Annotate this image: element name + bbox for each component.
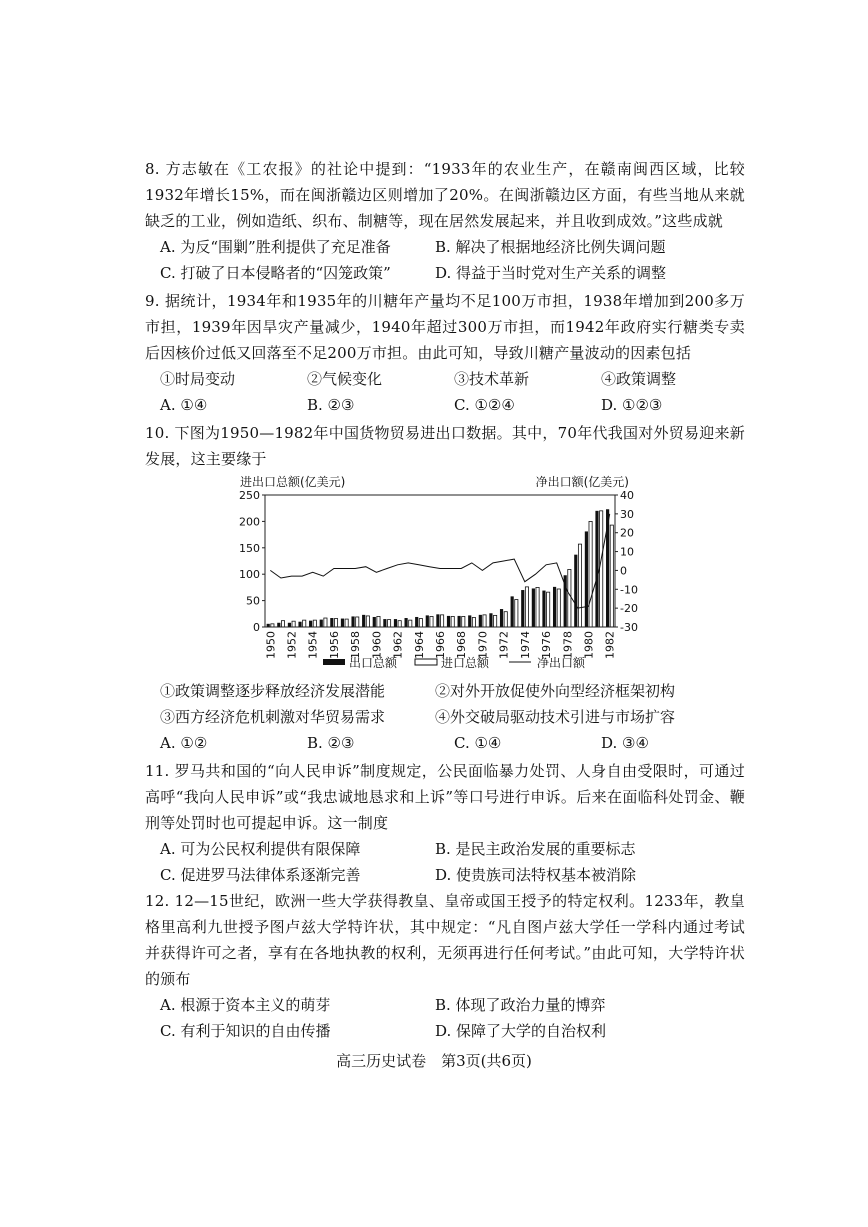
question-10-choices <box>160 678 750 756</box>
import-bar <box>610 525 613 627</box>
x-tick-label: 1980 <box>582 631 596 659</box>
export-bar <box>574 555 577 627</box>
import-bar <box>536 587 539 627</box>
export-bar <box>458 616 461 627</box>
import-bar <box>451 616 454 627</box>
export-bar <box>405 618 408 627</box>
import-bar <box>366 616 369 627</box>
import-bar <box>568 569 571 627</box>
option-d: D. ③④ <box>601 734 649 752</box>
import-bar <box>494 615 497 627</box>
export-bar <box>511 596 514 627</box>
export-bar <box>542 591 545 627</box>
export-bar <box>383 619 386 627</box>
x-tick-label: 1982 <box>603 631 617 659</box>
option-a: A. 为反“围剿”胜利提供了充足准备 <box>160 238 391 256</box>
question-10-stem: 10. 下图为1950—1982年中国货物贸易进出口数据。其中，70年代我国对外贸易迎来新发展，这主要缘于 <box>145 424 745 468</box>
export-bar <box>436 614 439 627</box>
left-tick-label: 200 <box>239 515 260 529</box>
import-bar <box>409 620 412 627</box>
export-bar <box>426 615 429 627</box>
question-12-stem: 12. 12—15世纪，欧洲一些大学获得教皇、皇帝或国王授予的特定权利。1233年，教皇格里高利九世授予图卢兹大学特许状，其中规定：“凡自图卢兹大学任一学科内通过考试并获得许可之者，享有在各地执教的权利，无须再进行任何考试。”由此可知，大学特许状的颁布 <box>145 892 745 988</box>
export-bar <box>309 621 312 627</box>
x-tick-label: 1970 <box>476 631 490 659</box>
import-bar <box>600 511 603 627</box>
item-4: ④外交破局驱动技术引进与市场扩容 <box>435 708 676 726</box>
import-bar <box>441 615 444 627</box>
import-bar <box>578 544 581 627</box>
option-b: B. 是民主政治发展的重要标志 <box>435 840 636 858</box>
legend-import-label: 进口总额 <box>441 656 490 670</box>
legend-export-swatch <box>323 659 345 665</box>
export-bar <box>489 613 492 627</box>
right-tick-label: -10 <box>620 583 638 597</box>
plot-frame <box>265 495 615 627</box>
import-bar <box>356 617 359 627</box>
import-bar <box>387 620 390 627</box>
export-bar <box>341 619 344 627</box>
option-b: B. ②③ <box>307 734 355 752</box>
question-8-stem: 8. 方志敏在《工农报》的社论中提到：“1933年的农业生产，在赣南闽西区域，比较1932年增长15%，而在闽浙赣边区则增加了20%。在闽浙赣边区方面，有些当地从来就缺乏的工业，例如造纸、织布、制糖等，现在居然发展起来，并且收到成效。”这些成就 <box>145 160 745 230</box>
export-bar <box>320 620 323 627</box>
option-b: B. 体现了政治力量的博弈 <box>435 996 606 1014</box>
option-c: C. 打破了日本侵略者的“囚笼政策” <box>160 264 391 282</box>
right-tick-label: 30 <box>620 507 634 521</box>
option-d: D. 得益于当时党对生产关系的调整 <box>435 264 667 282</box>
x-tick-label: 1958 <box>349 631 363 659</box>
import-bar <box>313 620 316 627</box>
x-tick-label: 1960 <box>370 631 384 659</box>
option-a: A. ①④ <box>160 396 208 414</box>
right-tick-label: -30 <box>620 621 638 634</box>
export-bar <box>553 587 556 627</box>
x-tick-label: 1972 <box>497 631 511 659</box>
import-bar <box>472 617 475 627</box>
export-bar <box>351 616 354 627</box>
left-axis-label: 进出口总额(亿美元) <box>240 475 346 489</box>
option-d: D. 使贵族司法特权基本被消除 <box>435 866 637 884</box>
import-bar <box>377 616 380 627</box>
left-tick-label: 100 <box>239 568 260 582</box>
x-tick-label: 1962 <box>391 631 405 659</box>
option-c: C. 促进罗马法律体系逐渐完善 <box>160 866 361 884</box>
question-8 <box>145 156 745 234</box>
option-c: C. ①②④ <box>454 396 515 414</box>
x-tick-label: 1976 <box>540 631 554 659</box>
import-bar <box>557 589 560 627</box>
x-tick-label: 1964 <box>412 631 426 659</box>
export-bar <box>532 588 535 627</box>
right-tick-label: 20 <box>620 526 634 540</box>
question-10 <box>145 420 745 472</box>
import-bar <box>334 619 337 627</box>
export-bar <box>277 623 280 627</box>
export-bar <box>585 531 588 627</box>
x-tick-label: 1954 <box>306 631 320 659</box>
import-bar <box>303 620 306 627</box>
question-8-options <box>160 234 750 286</box>
item-3: ③技术革新 <box>454 370 530 388</box>
option-b: B. ②③ <box>307 396 355 414</box>
import-bar <box>419 619 422 627</box>
x-tick-label: 1968 <box>455 631 469 659</box>
legend-net-label: 净出口额 <box>537 656 586 670</box>
export-bar <box>298 622 301 627</box>
question-9-stem: 9. 据统计，1934年和1935年的川糖年产量均不足100万市担，1938年增加到200多万市担，1939年因旱灾产量减少，1940年超过300万市担，而1942年政府实行糖类专卖后因核价过低又回落至不足200万市担。由此可知，导致川糖产量波动的因素包括 <box>145 292 745 362</box>
right-tick-label: 0 <box>620 564 627 578</box>
import-bar <box>504 612 507 627</box>
left-tick-label: 150 <box>239 541 260 555</box>
trade-chart <box>225 468 650 678</box>
x-tick-label: 1978 <box>561 631 575 659</box>
item-3: ③西方经济危机刺激对华贸易需求 <box>160 708 386 726</box>
export-bar <box>468 615 471 627</box>
right-tick-label: 40 <box>620 489 634 502</box>
export-bar <box>394 619 397 627</box>
export-bar <box>330 618 333 627</box>
export-bar <box>521 590 524 627</box>
item-1: ①时局变动 <box>160 370 236 388</box>
import-bar <box>525 587 528 627</box>
option-a: A. ①② <box>160 734 208 752</box>
export-bar <box>373 617 376 627</box>
option-c: C. ①④ <box>454 734 502 752</box>
legend-export-label: 出口总额 <box>349 656 398 670</box>
option-d: D. ①②③ <box>601 396 663 414</box>
question-11-stem: 11. 罗马共和国的“向人民申诉”制度规定，公民面临暴力处罚、人身自由受限时，可通过高呼“我向人民申诉”或“我忠诚地恳求和上诉”等口号进行申诉。后来在面临科处罚金、鞭刑等处罚时也可提起申诉。这一制度 <box>145 762 745 832</box>
export-bar <box>362 615 365 627</box>
export-bar <box>447 616 450 627</box>
x-tick-label: 1950 <box>264 631 278 659</box>
item-1: ①政策调整逐步释放经济发展潜能 <box>160 682 386 700</box>
export-bar <box>595 511 598 627</box>
import-bar <box>483 615 486 627</box>
import-bar <box>462 616 465 627</box>
right-tick-label: 10 <box>620 545 634 559</box>
question-12-options <box>160 992 750 1044</box>
x-tick-label: 1966 <box>434 631 447 659</box>
import-bar <box>292 621 295 627</box>
left-tick-label: 0 <box>253 621 260 634</box>
x-tick-label: 1974 <box>518 631 532 659</box>
legend-import-swatch <box>415 659 437 665</box>
option-b: B. 解决了根据地经济比例失调问题 <box>435 238 666 256</box>
import-bar <box>324 618 327 627</box>
question-11-options <box>160 836 750 888</box>
import-bar <box>589 521 592 627</box>
import-bar <box>345 619 348 627</box>
item-2: ②对外开放促使外向型经济框架初构 <box>435 682 676 700</box>
import-bar <box>398 621 401 627</box>
page-footer: 高三历史试卷 第3页(共6页) <box>336 1052 532 1070</box>
option-d: D. 保障了大学的自治权利 <box>435 1022 607 1040</box>
x-tick-label: 1952 <box>285 631 299 659</box>
question-9 <box>145 288 745 366</box>
export-bar <box>500 609 503 627</box>
left-tick-label: 250 <box>239 489 260 502</box>
option-a: A. 根源于资本主义的萌芽 <box>160 996 331 1014</box>
import-bar <box>430 616 433 627</box>
question-9-choices <box>160 366 750 418</box>
question-11 <box>145 758 745 836</box>
right-axis-label: 净出口额(亿美元) <box>535 475 629 489</box>
item-2: ②气候变化 <box>307 370 383 388</box>
question-12 <box>145 888 745 992</box>
option-c: C. 有利于知识的自由传播 <box>160 1022 331 1040</box>
export-bar <box>415 617 418 627</box>
export-bar <box>288 623 291 627</box>
left-tick-label: 50 <box>246 594 260 608</box>
right-tick-label: -20 <box>620 602 638 616</box>
option-a: A. 可为公民权利提供有限保障 <box>160 840 361 858</box>
import-bar <box>281 621 284 627</box>
import-bar <box>515 600 518 627</box>
export-bar <box>479 615 482 627</box>
import-bar <box>547 592 550 627</box>
x-tick-label: 1956 <box>327 631 341 659</box>
item-4: ④政策调整 <box>601 370 677 388</box>
